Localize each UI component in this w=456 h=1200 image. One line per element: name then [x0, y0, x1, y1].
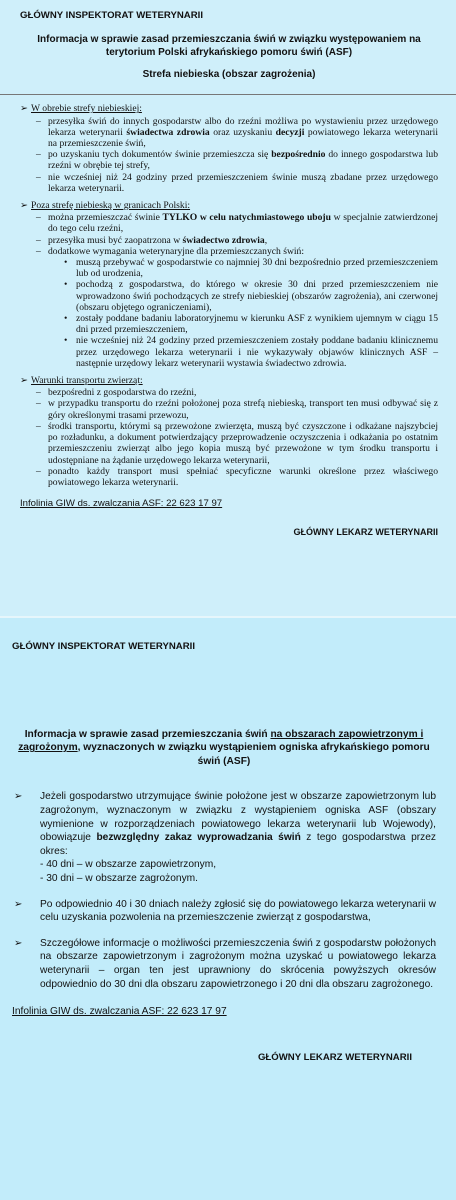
section-heading-outside-zone: ➢ Poza strefę niebieską w granicach Polski: — [20, 200, 191, 212]
divider — [0, 94, 456, 95]
transport-list — [20, 387, 438, 488]
list-item: – w przypadku transportu do rzeźni położonej poza strefą niebieską, transport ten musi odbywać się z góry określonymi trasami przewozu, — [36, 398, 438, 420]
document-title: Informacja w sprawie zasad przemieszczania świń w związku występowaniem na terytorium Polski afrykańskiego pomoru świń (ASF) — [37, 34, 421, 59]
list-item: – przesyłka musi być zaopatrzona w świadectwo zdrowia, — [36, 235, 438, 246]
signature: GŁÓWNY LEKARZ WETERYNARII — [257, 1051, 412, 1063]
arrow-bullet-icon: ➢ — [20, 200, 29, 212]
list-item: – przesyłka świń do innych gospodarstw albo do rzeźni możliwa po wystawieniu przez urzędowego lekarza weterynarii świadectwa zdrowia oraz uzyskaniu decyzji powiatowego lekarza weterynarii na przemieszczenie świń, — [36, 116, 438, 150]
list-item: – można przemieszczać świnie TYLKO w celu natychmiastowego uboju w specjalnie zatwierdzonej do tego celu rzeźni, — [36, 212, 438, 234]
outside-zone-list — [20, 212, 438, 369]
list-item: – środki transportu, którymi są przewożone zwierzęta, muszą być czyszczone i odkażane najszybciej po rozładunku, a dokument potwierdzający przeprowadzenie oczyszczenia i odkażania po ostatnim przemieszczeniu zwierząt albo jego kopia muszą być przewożone w tym środku transportu i udostępniane na żądanie urzędowego lekarza weterynarii, — [36, 421, 438, 466]
period-item: - 40 dni – w obszarze zapowietrzonym, — [40, 859, 217, 871]
list-item: – po uzyskaniu tych dokumentów świnie przemieszcza się bezpośrednio do innego gospodarstwa lub rzeźni w obrębie tej strefy, — [36, 149, 438, 171]
arrow-bullet-icon: ➢ — [14, 898, 23, 910]
within-zone-list — [20, 116, 438, 194]
section-heading-within-zone: ➢ W obrebie strefy niebieskiej: — [20, 103, 142, 115]
paragraph-permit: ➢ Po odpowiednio 40 i 30 dniach należy zgłosić się do powiatowego lekarza weterynarii w celu uzyskania pozwolenia na przemieszczenie zwierząt z gospodarstwa, — [14, 898, 436, 924]
list-item: • muszą przebywać w gospodarstwie co najmniej 30 dni bezpośrednio przed przemieszczeniem lub od urodzenia, — [64, 257, 438, 279]
period-item: - 30 dni – w obszarze zagrożonym. — [40, 872, 198, 884]
arrow-bullet-icon: ➢ — [20, 375, 29, 387]
list-item: – dodatkowe wymagania weterynaryjne dla przemieszczanych świń: • muszą przebywać w gospodarstwie co najmniej 30 dni bezpośrednio przed przemieszczeniem lub od urodzenia, • pochodzą z gospodarstwa, do którego w okresie 30 dni przed przemieszczeniem nie wprowadzono świń pochodzących ze strefy niebieskiej (obszarów zagrożenia), ani czerwonej (obszaru objętego ograniczeniami), • zostały poddane badaniu laboratoryjnemu w kierunku ASF z wynikiem ujemnym w ciągu 15 dni przed przemieszczeniem, • nie wcześniej niż 24 godziny przed przemieszczeniem zostały poddane badaniu klinicznemu przez urzędowego lekarza weterynarii i nie wykazywały objawów klinicznych ASF – następnie urzędowy lekarz weterynarii wystawia świadectwo zdrowia. — [36, 246, 438, 369]
list-item: – ponadto każdy transport musi spełniać specyficzne warunki określone przez właściwego powiatowego lekarza weterynarii. — [36, 466, 438, 488]
list-item: • pochodzą z gospodarstwa, do którego w okresie 30 dni przed przemieszczeniem nie wprowadzono świń pochodzących ze strefy niebieskiej (obszarów zagrożenia), ani czerwonej (obszaru objętego ograniczeniami), — [64, 279, 438, 313]
arrow-bullet-icon: ➢ — [20, 103, 29, 115]
leaflet-infected-zone — [0, 618, 456, 1200]
paragraph-details: ➢ Szczegółowe informacje o możliwości przemieszczenia świń z gospodarstw położonych na obszarze zapowietrzonym i zagrożonym można uzyskać u powiatowego lekarza weterynarii – organ ten jest uprawniony do skrócenia powyższych okresów odpowiednio do 30 dni dla obszaru zapowietrzonego i 20 dni dla obszaru zagrożonego. — [14, 937, 436, 990]
list-item: – nie wcześniej niż 24 godziny przed przemieszczeniem świnie muszą zbadane przez urzędowego lekarza weterynarii. — [36, 172, 438, 194]
signature: GŁÓWNY LEKARZ WETERYNARII — [293, 527, 438, 538]
paragraph-ban: ➢ Jeżeli gospodarstwo utrzymujące świnie położone jest w obszarze zapowietrzonym lub zagrożonym, wyznaczonym w związku z wystąpieniem ogniska ASF (obszary wymienione w rozporządzeniach powiatowego lekarza weterynarii lub Wojewody), obowiązuje bezwzględny zakaz wyprowadzania świń z tego gospodarstwa przez okres: - 40 dni – w obszarze zapowietrzonym, - 30 dni – w obszarze zagrożonym. — [14, 791, 436, 884]
document-subtitle: Strefa niebieska (obszar zagrożenia) — [142, 69, 316, 81]
requirements-list — [48, 257, 438, 369]
hotline: Infolinia GIW ds. zwalczania ASF: 22 623 17 97 — [12, 1006, 227, 1018]
list-item: • nie wcześniej niż 24 godziny przed przemieszczeniem zostały poddane badaniu klinicznemu przez urzędowego lekarza weterynarii i nie wykazywały objawów klinicznych ASF – następnie urzędowy lekarz weterynarii wystawia świadectwo zdrowia. — [64, 335, 438, 369]
inspectorate-header: GŁÓWNY INSPEKTORAT WETERYNARII — [12, 641, 195, 652]
document-title: Informacja w sprawie zasad przemieszczania świń na obszarach zapowietrzonym i zagrożonym, wyznaczonych w związku wystąpieniem ogniska afrykańskiego pomoru świń (ASF) — [18, 728, 430, 767]
inspectorate-header: GŁÓWNY INSPEKTORAT WETERYNARII — [20, 10, 203, 21]
arrow-bullet-icon: ➢ — [14, 937, 23, 949]
section-heading-transport: ➢ Warunki transportu zwierząt: — [20, 375, 143, 387]
list-item: – bezpośredni z gospodarstwa do rzeźni, — [36, 387, 438, 398]
list-item: • zostały poddane badaniu laboratoryjnemu w kierunku ASF z wynikiem ujemnym w ciągu 15 dni przed przemieszczeniem, — [64, 313, 438, 335]
arrow-bullet-icon: ➢ — [14, 791, 23, 803]
hotline: Infolinia GIW ds. zwalczania ASF: 22 623 17 97 — [20, 498, 223, 510]
